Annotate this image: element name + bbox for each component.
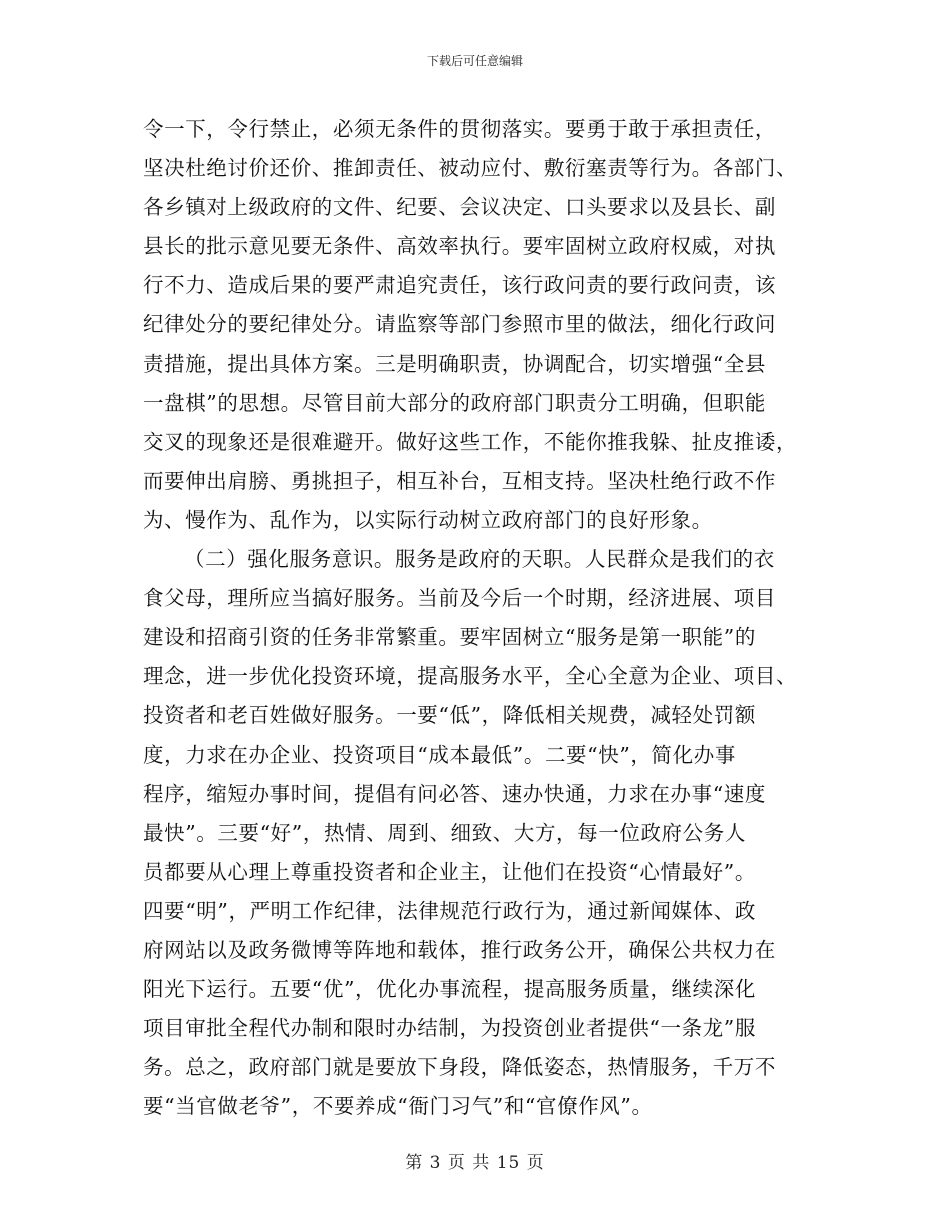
text-line: 为、慢作为、乱作为，以实际行动树立政府部门的良好形象。 [143,507,713,532]
text-line: 建设和招商引资的任务非常繁重。要牢固树立“服务是第一职能”的 [143,625,756,650]
text-line: 投资者和老百姓做好服务。一要“低”，降低相关规费，减轻处罚额 [143,703,756,728]
text-line: 坚决杜绝讨价还价、推卸责任、被动应付、敷衍塞责等行为。各部门、 [143,156,798,181]
text-line: 员都要从心理上尊重投资者和企业主，让他们在投资“心情最好”。 [143,859,756,884]
text-line: 阳光下运行。五要“优”，优化办事流程，提高服务质量，继续深化 [143,977,756,1002]
text-line: 府网站以及政务微博等阵地和载体，推行政务公开，确保公共权力在 [143,937,776,962]
text-line: 责措施，提出具体方案。三是明确职责，协调配合，切实增强“全县 [143,351,766,376]
text-line: 行不力、造成后果的要严肃追究责任，该行政问责的要行政问责，该 [143,273,776,298]
text-line: 各乡镇对上级政府的文件、纪要、会议决定、口头要求以及县长、副 [143,195,776,220]
text-line: 交叉的现象还是很难避开。做好这些工作，不能你推我躲、扯皮推诿， [143,429,798,454]
text-line: 四要“明”，严明工作纪律，法律规范行政行为，通过新闻媒体、政 [143,898,756,923]
page-header-note: 下载后可任意编辑 [426,54,523,68]
document-body [143,110,813,1126]
text-line: 令一下，令行禁止，必须无条件的贯彻落实。要勇于敢于承担责任， [143,117,776,141]
text-line: 项目审批全程代办制和限时办结制，为投资创业者提供“一条龙”服 [143,1016,756,1041]
text-line: 县长的批示意见要无条件、高效率执行。要牢固树立政府权威，对执 [143,234,776,259]
text-line: 程序，缩短办事时间，提倡有问必答、速办快通，力求在办事“速度 [143,781,766,806]
text-line: 一盘棋”的思想。尽管目前大部分的政府部门职责分工明确，但职能 [143,390,766,415]
text-line: 食父母，理所应当搞好服务。当前及今后一个时期，经济进展、项目 [143,586,776,611]
text-line: 而要伸出肩膀、勇挑担子，相互补台，互相支持。坚决杜绝行政不作 [143,468,776,493]
page-number: 第 3 页 共 15 页 [405,1153,545,1173]
text-line: 务。总之，政府部门就是要放下身段，降低姿态，热情服务，千万不 [143,1055,776,1080]
text-line: 度，力求在办企业、投资项目“成本最低”。二要“快”，简化办事 [143,742,736,767]
text-line: 纪律处分的要纪律处分。请监察等部门参照市里的做法，细化行政问 [143,312,776,337]
text-line: 理念，进一步优化投资环境，提高服务水平，全心全意为企业、项目、 [143,664,798,689]
text-line: 最快”。三要“好”，热情、周到、细致、大方，每一位政府公务人 [143,820,746,845]
paragraph-start-line: （二）强化服务意识。服务是政府的天职。人民群众是我们的衣 [184,547,775,572]
text-line: 要“当官做老爷”，不要养成“衙门习气”和“官僚作风”。 [143,1094,653,1119]
